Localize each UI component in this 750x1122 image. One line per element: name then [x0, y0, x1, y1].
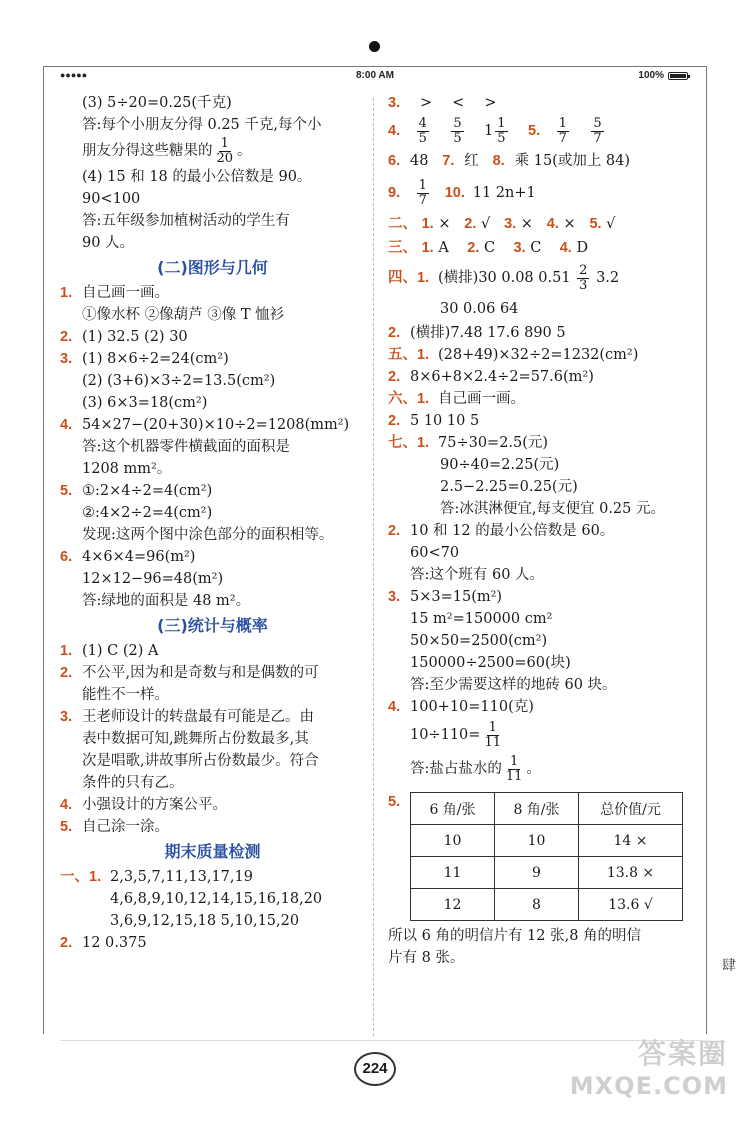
- answer-line: ②:4×2÷2=4(cm²): [82, 505, 213, 521]
- status-time: 8:00 AM: [356, 70, 394, 81]
- table-cell: 13.8 ×: [579, 857, 683, 889]
- table-header: 6 角/张: [411, 793, 495, 825]
- section-heading: (三)统计与概率: [157, 616, 268, 635]
- fraction: $\frac{4}{5}$: [418, 115, 427, 146]
- answer-line: 10÷110= $\frac{1}{11}$: [410, 719, 501, 750]
- answer-line: 90÷40=2.25(元): [440, 457, 560, 473]
- table-header: 8 角/张: [495, 793, 579, 825]
- section-heading: 期末质量检测: [164, 842, 261, 861]
- answer-line: 3. > < >: [388, 95, 497, 111]
- answer-line: (3) 6×3=18(cm²): [82, 395, 208, 411]
- right-column: [388, 92, 698, 969]
- answer-line: 答:至少需要这样的地砖 60 块。: [410, 677, 617, 693]
- answer-line: 1. (1) C (2) A: [60, 643, 159, 659]
- battery-percent: 100%: [638, 70, 664, 81]
- answer-line: 4. $\frac{4}{5}$ $\frac{5}{5}$ 1 $\frac{1}{5}$ 5. $\frac{1}{7}$ $\frac{5}{7}$: [388, 115, 602, 146]
- answer-line: 90<100: [82, 191, 141, 207]
- answer-line: 12×12−96=48(m²): [82, 571, 224, 587]
- answer-line: 答:五年级参加植树活动的学生有: [82, 213, 290, 229]
- fraction: $\frac{1}{5}$: [497, 115, 506, 146]
- answer-line: 片有 8 张。: [388, 950, 465, 966]
- table-cell: 13.6 √: [579, 889, 683, 921]
- fraction: $\frac{1}{11}$: [505, 753, 523, 784]
- answer-line: 4. 小强设计的方案公平。: [60, 797, 227, 813]
- watermark-logo: 答案圈 MXQE.COM: [569, 1037, 728, 1100]
- answer-line: (2) (3+6)×3÷2=13.5(cm²): [82, 373, 276, 389]
- answer-line: 答:盐占盐水的 $\frac{1}{11}$ 。: [410, 753, 541, 784]
- answer-line: 15 m²=150000 cm²: [410, 611, 553, 627]
- answer-line: 3. 5×3=15(m²): [388, 589, 503, 605]
- table-cell: 11: [411, 857, 495, 889]
- price-table: [410, 792, 683, 921]
- battery-status: [638, 70, 688, 81]
- answer-line: 90 人。: [82, 235, 135, 251]
- answer-line: (4) 15 和 18 的最小公倍数是 90。: [82, 169, 312, 185]
- answer-line: 三、 1. A 2. C 3. C 4. D: [388, 240, 589, 256]
- answer-line: 答:冰淇淋便宜,每支便宜 0.25 元。: [440, 501, 665, 517]
- answer-line: 2. (1) 32.5 (2) 30: [60, 329, 188, 345]
- answer-line: 6. 48 7. 红 8. 乘 15(或加上 84): [388, 153, 631, 169]
- table-header-row: [411, 793, 683, 825]
- answer-line: 答:这个机器零件横截面的面积是: [82, 439, 290, 455]
- question-number: 5.: [388, 794, 401, 810]
- answer-line: 2. 5 10 10 5: [388, 413, 480, 429]
- fraction: $\frac{1}{20}$: [216, 135, 234, 166]
- answer-line: 2. 10 和 12 的最小公倍数是 60。: [388, 523, 615, 539]
- fraction: $\frac{1}{11}$: [484, 719, 501, 750]
- camera-dot: [369, 41, 380, 52]
- answer-line: 次是唱歌,讲故事所占份数最少。符合: [82, 753, 319, 769]
- answer-line: 一、1. 2,3,5,7,11,13,17,19: [60, 869, 253, 885]
- answer-line: 3,6,9,12,15,18 5,10,15,20: [110, 913, 300, 929]
- answer-line: 4. 100+10=110(克): [388, 699, 534, 715]
- left-column: [60, 92, 365, 954]
- table-cell: 12: [411, 889, 495, 921]
- answer-line: 2. 不公平,因为和是奇数与和是偶数的可: [60, 665, 319, 681]
- answer-line: 六、1. 自己画一画。: [388, 391, 525, 407]
- answer-line: 60<70: [410, 545, 460, 561]
- table-row: [411, 889, 683, 921]
- answer-line: 表中数据可知,跳舞所占份数最多,其: [82, 731, 309, 747]
- answer-line: ①像水杯 ②像葫芦 ③像 T 恤衫: [82, 307, 285, 323]
- answer-line: 2. 12 0.375: [60, 935, 147, 951]
- answer-line: 30 0.06 64: [440, 301, 519, 317]
- table-cell: 8: [495, 889, 579, 921]
- fraction: $\frac{1}{7}$: [418, 177, 427, 208]
- fraction: $\frac{2}{3}$: [579, 262, 588, 293]
- answer-line: 条件的只有乙。: [82, 775, 184, 791]
- fraction: $\frac{5}{7}$: [593, 115, 602, 146]
- signal-icon: ●●●●●: [60, 70, 88, 80]
- answer-line: 4. 54×27−(20+30)×10÷2=1208(mm²): [60, 417, 350, 433]
- table-cell: 10: [495, 825, 579, 857]
- answer-line: 答:这个班有 60 人。: [410, 567, 545, 583]
- answer-line: 发现:这两个图中涂色部分的面积相等。: [82, 527, 334, 543]
- table-cell: 10: [411, 825, 495, 857]
- answer-line: 3. 王老师设计的转盘最有可能是乙。由: [60, 709, 314, 725]
- answer-line: 四、1. (横排)30 0.08 0.51 $\frac{2}{3}$ 3.2: [388, 262, 620, 293]
- answer-line: 七、1. 75÷30=2.5(元): [388, 435, 549, 451]
- table-row: [411, 857, 683, 889]
- answer-line: 1. 自己画一画。: [60, 285, 169, 301]
- answer-line: 3. (1) 8×6÷2=24(cm²): [60, 351, 229, 367]
- table-row: [411, 825, 683, 857]
- answer-line: 50×50=2500(cm²): [410, 633, 548, 649]
- section-heading: (二)图形与几何: [157, 258, 268, 277]
- fraction: $\frac{5}{5}$: [453, 115, 462, 146]
- answer-line: (3) 5÷20=0.25(千克): [82, 95, 232, 111]
- side-character: 肆: [722, 958, 736, 974]
- page-number: 224: [354, 1052, 396, 1086]
- table-cell: 9: [495, 857, 579, 889]
- answer-line: 能性不一样。: [82, 687, 169, 703]
- answer-line: 5. ①:2×4÷2=4(cm²): [60, 483, 213, 499]
- table-cell: 14 ×: [579, 825, 683, 857]
- answer-line: 2. (横排)7.48 17.6 890 5: [388, 325, 566, 341]
- answer-line: 二、 1. × 2. √ 3. × 4. × 5. √: [388, 216, 616, 232]
- answer-line: 五、1. (28+49)×32÷2=1232(cm²): [388, 347, 639, 363]
- answer-line: 2. 8×6+8×2.4÷2=57.6(m²): [388, 369, 594, 385]
- fraction: $\frac{1}{7}$: [558, 115, 567, 146]
- answer-line: 6. 4×6×4=96(m²): [60, 549, 196, 565]
- answer-line: 150000÷2500=60(块): [410, 655, 571, 671]
- answer-line: 答:绿地的面积是 48 m²。: [82, 593, 251, 609]
- answer-line: 所以 6 角的明信片有 12 张,8 角的明信: [388, 928, 642, 944]
- battery-icon: [668, 72, 688, 80]
- table-header: 总价值/元: [579, 793, 683, 825]
- answer-line: 9. $\frac{1}{7}$ 10. 11 2n+1: [388, 177, 536, 208]
- answer-line: 朋友分得这些糖果的 $\frac{1}{20}$ 。: [82, 135, 252, 166]
- answer-line: 2.5−2.25=0.25(元): [440, 479, 578, 495]
- answer-line: 5. 自己涂一涂。: [60, 819, 169, 835]
- answer-line: 答:每个小朋友分得 0.25 千克,每个小: [82, 117, 322, 133]
- table-block: [388, 792, 698, 921]
- status-bar: [44, 67, 706, 84]
- answer-line: 1208 mm²。: [82, 461, 172, 477]
- answer-line: 4,6,8,9,10,12,14,15,16,18,20: [110, 891, 323, 907]
- column-divider: [373, 98, 374, 1036]
